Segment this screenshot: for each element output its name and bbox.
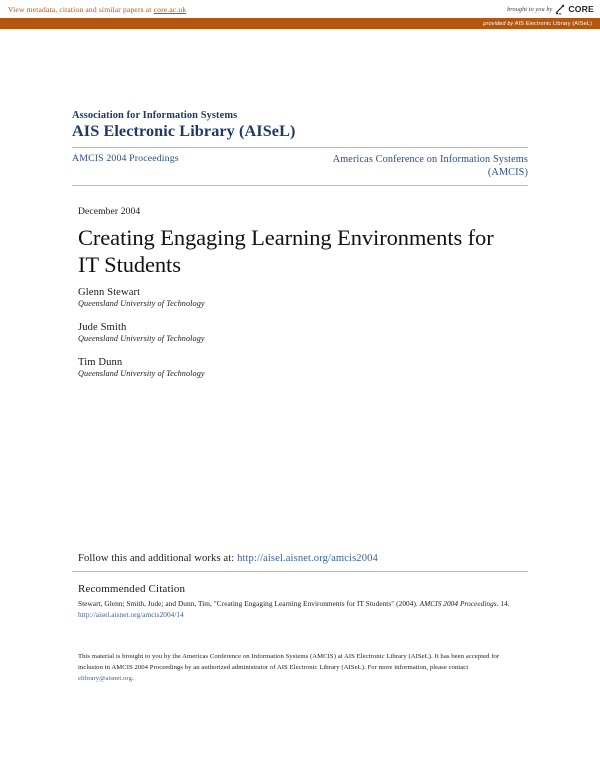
brought-to-you-by-label: brought to you by: [507, 5, 553, 13]
core-metadata-label: View metadata, citation and similar papers at: [8, 4, 154, 14]
masthead-library-title: AIS Electronic Library (AISeL): [72, 122, 296, 140]
page-title: Creating Engaging Learning Environments for IT Students: [78, 225, 494, 277]
conference-label: [333, 153, 528, 180]
recommended-citation-body: [78, 599, 526, 621]
author-affiliation: Queensland University of Technology: [78, 334, 205, 343]
recommended-citation-heading: Recommended Citation: [78, 583, 186, 595]
author-affiliation: Queensland University of Technology: [78, 299, 205, 308]
divider-top: [72, 147, 528, 148]
disclaimer-body: This material is brought to you by the Americas Conference on Information Systems (AMCIS) at AIS Electronic Library (AISeL). It has been accepted for inclusion in AMCIS 2004 Proceedings by an authorized administrator of AIS Electronic Library (AISeL). For more information, please contact: [78, 653, 500, 671]
core-ac-uk-link[interactable]: core.ac.uk: [153, 4, 187, 14]
masthead: [72, 110, 295, 141]
divider-bottom: [72, 185, 528, 186]
disclaimer-period: .: [131, 674, 134, 682]
conference-line-1: Americas Conference on Information Systems: [332, 154, 528, 165]
citation-source: AMCIS 2004 Proceedings: [419, 599, 497, 608]
disclaimer-text: [78, 652, 516, 685]
citation-authors-title: Stewart, Glenn; Smith, Jude; and Dunn, Tim, "Creating Engaging Learning Environments for IT Students" (2004).: [78, 599, 420, 608]
provided-by-bar: [0, 18, 600, 29]
core-arrow-icon: [555, 4, 565, 15]
follow-works-label: Follow this and additional works at:: [78, 553, 238, 564]
core-logo-wordmark: CORE: [568, 4, 594, 14]
follow-works-link[interactable]: http://aisel.aisnet.org/amcis2004: [237, 553, 378, 564]
contact-email-link[interactable]: elibrary@aisnet.org: [78, 674, 132, 682]
core-banner: [0, 0, 600, 18]
provided-by-text: [483, 21, 592, 27]
masthead-organization: Association for Information Systems: [72, 110, 238, 121]
follow-works-line: [78, 553, 378, 564]
document-page: [0, 29, 600, 776]
citation-page: . 14.: [496, 599, 510, 608]
provided-by-source: AIS Electronic Library (AISeL): [514, 20, 592, 27]
proceedings-label[interactable]: AMCIS 2004 Proceedings: [72, 153, 179, 164]
series-row: [72, 153, 528, 180]
author-entry: [78, 287, 478, 308]
author-entry: [78, 357, 478, 378]
author-entry: [78, 322, 478, 343]
citation-url-link[interactable]: http://aisel.aisnet.org/amcis2004/14: [78, 610, 184, 620]
recommended-citation-section: [78, 583, 526, 621]
provided-by-label: provided by: [483, 20, 514, 27]
divider-citation: [72, 571, 528, 572]
author-affiliation: Queensland University of Technology: [78, 369, 205, 378]
author-name[interactable]: Jude Smith: [78, 322, 127, 333]
publication-date: December 2004: [78, 206, 141, 217]
core-brand-group: [507, 4, 594, 15]
author-name[interactable]: Tim Dunn: [78, 357, 123, 368]
author-name[interactable]: Glenn Stewart: [78, 287, 141, 298]
author-list: [78, 287, 478, 378]
core-metadata-text: [8, 5, 186, 14]
conference-line-2: (AMCIS): [487, 167, 528, 179]
